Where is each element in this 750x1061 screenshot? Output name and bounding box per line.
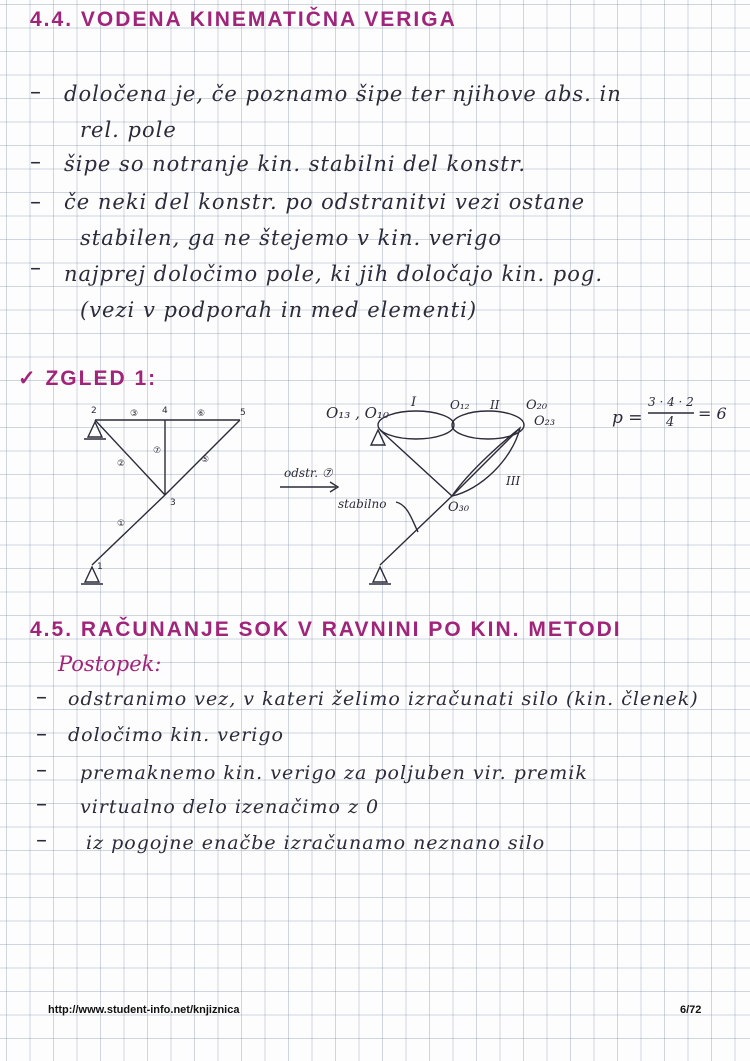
disk-label: III xyxy=(506,474,521,488)
footer-url: http://www.student-info.net/knjiznica xyxy=(48,1004,240,1016)
example-title-text: ZGLED 1: xyxy=(45,367,158,390)
bullet-3-line-1: če neki del konstr. po odstranitvi vezi ostane xyxy=(64,190,586,214)
bullet-dash: – xyxy=(36,722,47,747)
bullet-dash: – xyxy=(36,828,47,853)
bullet-1-line-2: rel. pole xyxy=(80,118,177,142)
bullet-4-line-2: (vezi v podporah in med elementi) xyxy=(80,298,478,322)
node-label: 4 xyxy=(162,406,168,416)
pole-label: O₂₃ xyxy=(534,414,556,429)
pole-label: O₁₃ , O₁₀ xyxy=(326,404,389,422)
node-label: 3 xyxy=(170,498,176,508)
node-label: 5 xyxy=(240,408,246,418)
node-label: 2 xyxy=(91,406,97,416)
formula-denominator: 4 xyxy=(666,415,675,430)
stable-label: stabilno xyxy=(338,497,387,511)
node-label: 1 xyxy=(97,562,103,572)
member-label: ⑥ xyxy=(197,409,206,419)
member-label: ① xyxy=(117,519,126,529)
step-2: določimo kin. verigo xyxy=(68,724,284,746)
bullet-dash: – xyxy=(36,792,47,817)
bullet-dash: – xyxy=(30,256,41,281)
bullet-2-line-1: šipe so notranje kin. stabilni del konstr. xyxy=(64,152,527,176)
pole-label: O₃₀ xyxy=(448,500,470,515)
page-number: 6/72 xyxy=(680,1004,702,1016)
section-title-4-5: 4.5. RAČUNANJE SOK V RAVNINI PO KIN. METODI xyxy=(30,618,622,641)
disk-label: I xyxy=(411,395,417,410)
disk-I xyxy=(378,411,454,439)
step-3: premaknemo kin. verigo za poljuben vir. premik xyxy=(80,762,588,784)
right-lower-member xyxy=(380,496,452,565)
step-4: virtualno delo izenačimo z 0 xyxy=(80,796,380,818)
member-label: ② xyxy=(117,459,126,469)
section-title-4-4: 4.4. VODENA KINEMATIČNA VERIGA xyxy=(30,8,457,31)
member-label: ⑦ xyxy=(153,446,162,456)
pole-label: O₁₂ xyxy=(450,398,470,412)
bullet-3-line-2: stabilen, ga ne štejemo v kin. verigo xyxy=(80,226,502,250)
checkmark-icon: ✓ xyxy=(18,367,38,390)
member-label: ③ xyxy=(130,409,139,419)
bullet-dash: – xyxy=(36,758,47,783)
stable-pointer xyxy=(396,502,418,532)
disk-label: II xyxy=(490,398,500,412)
bullet-dash: – xyxy=(36,685,47,710)
bullet-dash: – xyxy=(30,190,41,215)
pin-support-right-bottom xyxy=(373,567,387,582)
step-5: iz pogojne enačbe izračunamo neznano silo xyxy=(86,832,546,854)
member-left-diagonal xyxy=(95,420,165,495)
member-label: ⑤ xyxy=(201,455,210,465)
pole-label: O₂₀ xyxy=(526,398,548,413)
step-1: odstranimo vez, v kateri želimo izračunati silo (kin. členek) xyxy=(68,688,699,710)
bullet-dash: – xyxy=(30,80,41,105)
bullet-4-line-1: najprej določimo pole, ki jih določajo kin. pog. xyxy=(64,262,604,286)
member-lower-diagonal xyxy=(92,495,165,565)
formula-result: = 6 xyxy=(698,404,727,423)
remove-member-label: odstr. ⑦ xyxy=(284,466,333,480)
bullet-dash: – xyxy=(30,150,41,175)
formula-numerator: 3 · 4 · 2 xyxy=(648,395,694,409)
disk-II xyxy=(452,411,524,439)
bullet-1-line-1: določena je, če poznamo šipe ter njihove abs. in xyxy=(64,82,622,106)
procedure-subtitle: Postopek: xyxy=(58,652,162,676)
formula-lhs: p = xyxy=(612,408,643,428)
